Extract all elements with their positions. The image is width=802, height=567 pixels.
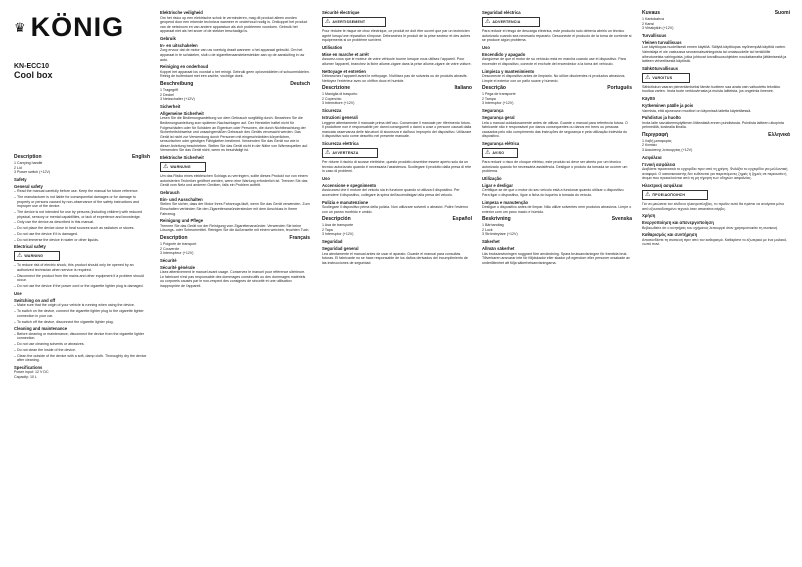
- list-item: 3 Strömbrytare (+12V): [482, 232, 518, 237]
- list-item: Power input: 12 V DC: [14, 370, 49, 375]
- paragraph: Scollegare il dispositivo prima della pulizia. Non utilizzare solventi o abrasivi. Pulire l'esterno con un panno morbido e umido.: [322, 205, 469, 214]
- warning-label: ΠΡΟΕΙΔΟΠΟΙΗΣΗ: [652, 192, 686, 197]
- list-item: Capacity: 10 L: [14, 374, 37, 379]
- warning-box: [642, 190, 708, 200]
- subheading: Allgemeine Sicherheit: [160, 110, 204, 116]
- heading: Limpeza e manutenção: [482, 199, 529, 205]
- paragraph: Läs bruksanvisningen noggrant före användning. Spara bruksanvisningen för framtida bruk. Tillverkaren ansvarar inte för följdskador eller skador på egendom eller personer orsakade av underlåtenhet att följa säkerhetsanvisningarna.: [482, 251, 630, 265]
- paragraph: Αποσυνδέστε τη συσκευή πριν από τον καθαρισμό. Καθαρίστε το εξωτερικό με ένα μαλακό, νωπό πανί.: [642, 237, 788, 247]
- heading: Segurança elétrica: [482, 141, 520, 146]
- heading: Uso: [482, 44, 490, 50]
- heading: Reiniging en onderhoud: [160, 64, 209, 70]
- language-label: English: [131, 154, 150, 160]
- heading: Sicurezza elettrica: [322, 141, 359, 146]
- paragraph: – Clean the outside of the device with a soft, damp cloth. Thoroughly dry the device after cleaning.: [14, 354, 150, 363]
- subheading: Allmän säkerhet: [482, 246, 515, 252]
- heading: Sicurezza: [322, 108, 342, 114]
- language-label: Português: [607, 85, 632, 92]
- language-label: Svenska: [611, 216, 632, 223]
- paragraph: – Do not place the device close to heat sources such as radiators or stoves.: [14, 226, 150, 231]
- column-finnish-greek: [642, 8, 790, 561]
- warning-label: ADVERTENCIA: [492, 20, 521, 25]
- heading: Säkerhet: [482, 239, 500, 245]
- list-item: 2 Καπάκι: [642, 143, 657, 148]
- list-item: 1 Bärhandtag: [482, 223, 504, 228]
- subheading: Ενεργοποίηση και απενεργοποίηση: [642, 220, 714, 226]
- subheading: Switching on and off: [14, 297, 56, 303]
- paragraph: – The device is not intended for use by persons (including children) with reduced physical, sensory or mental capabilities, or lack of experience and knowledge.: [14, 210, 150, 219]
- heading: Reinigung und Pflege: [160, 218, 204, 224]
- heading: Sécurité électrique: [322, 10, 360, 15]
- paragraph: – To switch on the device, connect the cigarette lighter plug to the cigarette lighter connection in your car.: [14, 309, 150, 318]
- list-item: 1 Pega de transporte: [482, 92, 516, 97]
- paragraph: – The manufacturer is not liable for consequential damages or for damage to property or persons caused by non-observance of the safety instructions and improper use of the device.: [14, 195, 150, 209]
- paragraph: – Only use the device as described in this manual.: [14, 220, 150, 225]
- warning-box: [160, 162, 206, 172]
- subheading: Sécurité générale: [160, 264, 195, 270]
- paragraph: Lisez attentivement le manuel avant usage. Conservez le manuel pour référence ultérieure. Le fabricant n'est pas responsable des dommages consécutifs ou des dommages matériels ou corporels causés par le non-respect des consignes de sécurité et une utilisation inappropriée de l'appareil.: [160, 270, 306, 289]
- warning-box: [642, 73, 690, 83]
- column-french-italian-spanish: [322, 8, 472, 561]
- paragraph: – Read the manual carefully before use. Keep the manual for future reference.: [14, 189, 150, 194]
- subheading: General safety: [14, 183, 43, 189]
- list-item: 3 Διακόπτης λειτουργίας (+12V): [642, 148, 693, 152]
- section-title: Descrizione: [322, 85, 351, 92]
- section-title: Kuvaus: [642, 10, 661, 16]
- list-item: 2 Tapa: [322, 227, 333, 232]
- section-title: Beskrivning: [482, 216, 511, 223]
- paragraph: Zorg ervoor dat de motor van uw voertuig draait wanneer u het apparaat gebruikt. Om het apparaat in te schakelen, sluit u de sigarettenaanstekerstekker aan op de aansluiting in uw auto.: [160, 48, 305, 62]
- paragraph: Για να μειώσετε τον κίνδυνο ηλεκτροπληξίας, το προϊόν αυτό θα πρέπει να ανοίγεται μόνο από εξουσιοδοτημένο τεχνικό όταν απαιτείται σέρβις.: [642, 201, 785, 211]
- section-title: Περιγραφή: [642, 131, 669, 138]
- warning-box: [482, 17, 540, 27]
- column-spanish-portuguese-swedish: [482, 8, 632, 561]
- paragraph: Um das Risiko eines elektrischen Schlags zu verringern, sollte dieses Produkt nur von einem autorisierten Techniker geöffnet werden, wenn eine Wartung erforderlich ist. Trennen Sie das Gerät vom Netz und anderen Geräten, falls ein Problem auftritt.: [160, 174, 308, 188]
- subheading: Mise en marche et arrêt: [322, 51, 369, 57]
- section-title: Description: [14, 154, 42, 160]
- heading: Segurança: [482, 108, 504, 114]
- section-header-swedish: [482, 216, 632, 222]
- heading: Puhdistus ja huolto: [642, 115, 681, 121]
- heading: Seguridad: [322, 239, 343, 245]
- section-header-finnish: [642, 10, 790, 16]
- paragraph: – Do not immerse the device in water or other liquids.: [14, 238, 150, 243]
- list-item: 1 Tragegriff: [160, 87, 179, 92]
- warning-triangle-icon: ⚠: [325, 19, 331, 26]
- heading: Gebruik: [160, 35, 176, 41]
- heading: Cleaning and maintenance: [14, 326, 68, 332]
- paragraph: Stellen Sie sicher, dass der Motor Ihres Fahrzeugs läuft, wenn Sie das Gerät verwenden. Zum Einschalten verbinden Sie den Zigarettenanzünderstecker mit dem Anschluss in Ihrem Fahrzeug.: [160, 202, 310, 216]
- section-header-french: [160, 235, 310, 241]
- list-item: 2 Couvercle: [160, 246, 180, 251]
- heading: Limpieza y mantenimiento: [482, 68, 535, 74]
- subheading: Ein- und Ausschalten: [160, 196, 203, 202]
- language-label: Español: [452, 216, 472, 223]
- language-label: Italiano: [454, 85, 472, 92]
- heading: Turvallisuus: [642, 32, 667, 38]
- section-header-greek: [642, 132, 790, 138]
- list-item: 2 Lid: [14, 165, 22, 170]
- paragraph: Desligue o dispositivo antes de limpar. Não utilize solventes nem produtos abrasivos. Limpe o exterior com um pano macio e húmido.: [482, 205, 632, 214]
- warning-label: AVERTISSEMENT: [332, 20, 366, 25]
- language-label: Français: [289, 234, 310, 241]
- warning-box: [322, 17, 386, 27]
- section-header-italian: [322, 85, 472, 91]
- section-title: Descripción: [322, 216, 351, 223]
- list-item: 1 Asa de transporte: [322, 223, 354, 228]
- heading: Uso: [322, 175, 330, 181]
- warning-triangle-icon: ⚠: [163, 164, 169, 171]
- subheading: In- en uitschakelen: [160, 42, 198, 48]
- column-dutch-german-french: [160, 8, 310, 561]
- brand-logo: [14, 14, 150, 41]
- paragraph: Asegúrese de que el motor de su vehículo está en marcha cuando use el dispositivo. Para encender el dispositivo, conecte el enchufe del encendedor a la toma del vehículo.: [482, 57, 626, 66]
- list-item: 2 Tampa: [482, 96, 496, 101]
- crown-icon: ♛: [14, 20, 27, 35]
- list-item: 1 Maniglia di trasporto: [322, 92, 358, 97]
- heading: Sicherheit: [160, 103, 181, 109]
- list-item: 2 Deckel: [160, 92, 174, 97]
- heading: Gebrauch: [160, 189, 180, 195]
- warning-label: WARNUNG: [170, 165, 191, 170]
- paragraph: Leia o manual cuidadosamente antes de utilizar. Guarde o manual para referência futura. O fabricante não é responsável por danos consequentes ou danos em bens ou pessoas causados pelo não cumprimento das instruções de segurança e pela utilização indevida do dispositivo.: [482, 120, 628, 139]
- heading: Ασφάλεια: [642, 154, 662, 160]
- paragraph: Koppel het apparaat los voordat u het reinigt. Gebruik geen oplosmiddelen of schuurmiddelen. Reinig de buitenkant met een zachte, vochtige doek.: [160, 69, 310, 79]
- list-item: 1 Poignée de transport: [160, 241, 197, 246]
- paragraph: Lesen Sie die Bedienungsanleitung vor dem Gebrauch sorgfältig durch. Bewahren Sie die Bedienungsanleitung zum späteren Nachschlagen auf. Der Hersteller haftet nicht für Folgeschäden oder für Schäden an Eigentum oder Personen, die durch Nichtbeachtung der Sicherheitshinweise und unsachgemäßen Gebrauch des Geräts verursacht werden. Das Gerät ist nicht zur Verwendung durch Personen mit eingeschränkten körperlichen, sensorischen oder geistigen Fähigkeiten bestimmt. Verwenden Sie das Gerät nur wie in dieser Anleitung beschrieben. Stellen Sie das Gerät nicht in der Nähe von Wärmequellen auf. Verwenden Sie das Gerät nicht, wenn es beschädigt ist.: [160, 116, 309, 153]
- paragraph: Assurez-vous que le moteur de votre véhicule tourne lorsque vous utilisez l'appareil. Pour allumer l'appareil, branchez la fiche allume-cigare dans la prise allume-cigare de votre voiture.: [322, 57, 472, 66]
- paragraph: Pour réduire le risque de choc électrique, ce produit ne doit être ouvert que par un technicien agréé lorsqu'une réparation s'impose. Débranchez le produit de la prise secteur et des autres équipements si un problème survient.: [322, 29, 471, 43]
- logo-text: KÖNIG: [30, 12, 125, 42]
- subheading: Yleinen turvallisuus: [642, 39, 682, 45]
- paragraph: Para reduzir o risco de choque elétrico, este produto só deve ser aberto por um técnico autorizado quando for necessária assistência. Desligue o produto da tomada se ocorrer um problema.: [482, 160, 628, 174]
- warning-label: AVISO: [492, 151, 505, 156]
- subheading: Segurança geral: [482, 115, 515, 121]
- heading: Elektrische Sicherheit: [160, 155, 204, 161]
- warning-label: WARNING: [24, 254, 44, 259]
- paragraph: – Do not use cleaning solvents or abrasives.: [14, 342, 150, 347]
- warning-triangle-icon: ⚠: [485, 19, 491, 26]
- paragraph: – Make sure that the origin of your vehicle is running when using the device.: [14, 303, 150, 308]
- paragraph: – Disconnect the product from the mains and other equipment if a problem should occur.: [14, 274, 150, 283]
- subheading: Γενική ασφάλεια: [642, 161, 676, 167]
- section-title: Descrição: [482, 85, 506, 92]
- warning-box: [14, 251, 60, 261]
- paragraph: Leggere attentamente il manuale prima dell'uso. Conservare il manuale per riferimento futuro. Il produttore non è responsabile per danni conseguenti o danni a cose o persone causati dalla mancata osservanza delle istruzioni di sicurezza e dall'uso improprio del dispositivo. Utilizzare il dispositivo solo come descritto nel presente manuale.: [322, 120, 472, 139]
- warning-box: [482, 148, 518, 158]
- heading: Specifications: [14, 364, 43, 370]
- paragraph: Lue käyttöopas huolellisesti ennen käyttöä. Säilytä käyttöopas myöhempää käyttöä varten. Valmistaja ei ole vastuussa seurannaisvahingoista tai omaisuudelle tai henkilöille aiheutuneista vahingoista, jotka johtuvat turvallisuusohjeiden noudattamatta jättämisestä ja laitteen virheellisestä käytöstä.: [642, 45, 787, 64]
- paragraph: Desconecte el dispositivo antes de limpiarlo. No utilice disolventes ni productos abrasivos. Limpie el exterior con un paño suave y húmedo.: [482, 74, 626, 83]
- heading: Pulizia e manutenzione: [322, 199, 369, 205]
- paragraph: Per ridurre il rischio di scosse elettriche, questo prodotto dovrebbe essere aperto solo da un tecnico autorizzato quando è necessaria l'assistenza. Scollegare il prodotto dalla presa di rete in caso di problemi.: [322, 160, 472, 174]
- subheading: Seguridad general: [322, 246, 359, 252]
- subheading: Encendido y apagado: [482, 51, 526, 57]
- section-title: Description: [160, 234, 188, 241]
- warning-triangle-icon: ⚠: [645, 74, 651, 81]
- warning-triangle-icon: ⚠: [17, 253, 23, 260]
- paragraph: Irrota laite savukkeensytyttimen liitännästä ennen puhdistusta. Puhdista laitteen ulkopinta pehmeällä, kostealla liinalla.: [642, 120, 784, 130]
- list-item: 2 Kansi: [642, 21, 654, 26]
- warning-label: VAROITUS: [652, 75, 673, 80]
- list-item: 1 Λαβή μεταφοράς: [642, 138, 672, 143]
- heading: Utilisation: [322, 44, 343, 50]
- heading: Sécurité: [160, 257, 177, 263]
- list-item: 3 Virtakytkin (+12V): [642, 26, 674, 31]
- paragraph: Certifique-se de que o motor do seu veículo está a funcionar quando utilizar o dispositivo. Para ligar o dispositivo, ligue a ficha do isqueiro à tomada do veículo.: [482, 188, 625, 197]
- paragraph: Βεβαιωθείτε ότι ο κινητήρας του οχήματος λειτουργεί όταν χρησιμοποιείτε τη συσκευή.: [642, 225, 779, 230]
- list-item: 3 Power switch (+12V): [14, 170, 51, 175]
- section-header-portuguese: [482, 85, 632, 91]
- paragraph: Varmista, että ajoneuvon moottori on käynnissä laitetta käytettäessä.: [642, 108, 752, 113]
- heading: Utilização: [482, 175, 502, 181]
- heading: Use: [14, 290, 22, 296]
- section-header-german: [160, 81, 310, 87]
- warning-triangle-icon: ⚠: [485, 150, 491, 157]
- paragraph: – To switch off the device, disconnect the cigarette lighter plug.: [14, 320, 150, 325]
- list-item: 1 Carrying handle: [14, 161, 43, 165]
- list-item: 3 Interruptor (+12V): [482, 101, 514, 106]
- heading: Nettoyage et entretien: [322, 68, 366, 74]
- subheading: Kytkeminen päälle ja pois: [642, 102, 694, 108]
- paragraph: – Do not use the device if it is damaged.: [14, 232, 150, 237]
- subheading: Istruzioni generali: [322, 115, 358, 121]
- language-label: Deutsch: [290, 80, 310, 87]
- heading: Ηλεκτρική ασφάλεια: [642, 182, 683, 188]
- heading: Χρήση: [642, 213, 656, 219]
- section-title: Beschreibung: [160, 80, 194, 87]
- section-header-spanish: [322, 216, 472, 222]
- paragraph: Sähköiskun vaaran pienentämiseksi tämän tuotteen saa avata vain valtuutettu teknikko huoltoa varten. Irrota tuote verkkovirrasta ja muista laitteista, jos ongelmia ilmenee.: [642, 84, 781, 94]
- heading: Electrical safety: [14, 244, 46, 250]
- product-name: Cool box: [14, 70, 53, 80]
- paragraph: Διαβάστε προσεκτικά το εγχειρίδιο πριν από τη χρήση. Φυλάξτε το εγχειρίδιο για μελλοντική αναφορά. Ο κατασκευαστής δεν ευθύνεται για παρεπόμενες ζημιές ή ζημιές σε περιουσία ή άτομα που προκαλούνται από τη μη τήρηση των οδηγιών ασφαλείας.: [642, 167, 788, 181]
- section-header-english: [14, 154, 150, 160]
- list-item: 3 Netzschalter (+12V): [160, 97, 195, 102]
- heading: Safety: [14, 176, 27, 182]
- heading: Seguridad eléctrica: [482, 10, 521, 15]
- language-label: Suomi: [774, 10, 790, 16]
- subheading: Accensione e spegnimento: [322, 182, 377, 188]
- warning-triangle-icon: ⚠: [645, 191, 651, 198]
- heading: Elektrische veiligheid: [160, 10, 203, 15]
- list-item: 1 Kantokahva: [642, 17, 664, 21]
- paragraph: Assicurarsi che il motore del veicolo sia in funzione quando si utilizza il dispositivo. Per accendere il dispositivo, collegare la spina dell'accendisigari alla presa del veicolo.: [322, 188, 460, 197]
- paragraph: Om het risico op een elektrische schok te verminderen, mag dit product alleen worden geopend door een erkende technicus wanneer er onderhoud nodig is. Ontkoppel het product van de netstroom en van andere apparatuur als zich problemen voordoen. Gebruik het apparaat niet als het snoer of de stekker beschadigd is.: [160, 15, 308, 34]
- paragraph: – Do not clean the inside of the device.: [14, 348, 150, 353]
- paragraph: – To reduce risk of electric shock, this product should only be opened by an authorized technician when service is required.: [14, 263, 150, 272]
- heading: Καθαρισμός και συντήρηση: [642, 232, 698, 238]
- column-english: [14, 8, 150, 561]
- warning-label: AVVERTENZA: [332, 151, 359, 156]
- paragraph: Trennen Sie das Gerät vor der Reinigung vom Zigarettenanzünder. Verwenden Sie keine Lösungs- oder Scheuermittel. Reinigen Sie die Außenseite mit einem weichen, feuchten Tuch.: [160, 223, 310, 233]
- warning-triangle-icon: ⚠: [325, 150, 331, 157]
- paragraph: – Do not use the device if the power cord or the cigarette lighter plug is damaged.: [14, 284, 150, 289]
- list-item: 3 Interruptor (+12V): [322, 232, 354, 237]
- warning-box: [322, 148, 378, 158]
- paragraph: – Before cleaning or maintenance, disconnect the device from the cigarette lighter connection.: [14, 332, 150, 341]
- paragraph: Lea atentamente el manual antes de usar el aparato. Guarde el manual para consultas futuras. El fabricante no se hace responsable de los daños derivados del incumplimiento de las instrucciones de seguridad.: [322, 251, 468, 265]
- list-item: 3 Interruttore (+12V): [322, 101, 355, 106]
- paragraph: Débranchez l'appareil avant le nettoyage. N'utilisez pas de solvants ou de produits abrasifs. Nettoyez l'extérieur avec un chiffon doux et humide.: [322, 74, 468, 83]
- heading: Käyttö: [642, 95, 656, 101]
- list-item: 2 Lock: [482, 227, 493, 232]
- paragraph: Para reducir el riesgo de descarga eléctrica, este producto solo debería abrirlo un técnico autorizado cuando sea necesario repararlo. Desconecte el producto de la toma de corriente si se produce algún problema.: [482, 29, 632, 43]
- list-item: 2 Coperchio: [322, 96, 342, 101]
- language-label: Ελληνικά: [768, 131, 790, 138]
- heading: Sähköturvallisuus: [642, 65, 679, 71]
- list-item: 3 Interrupteur (+12V): [160, 251, 194, 256]
- model-number: KN-ECC10: [14, 63, 50, 70]
- subheading: Ligar e desligar: [482, 182, 513, 188]
